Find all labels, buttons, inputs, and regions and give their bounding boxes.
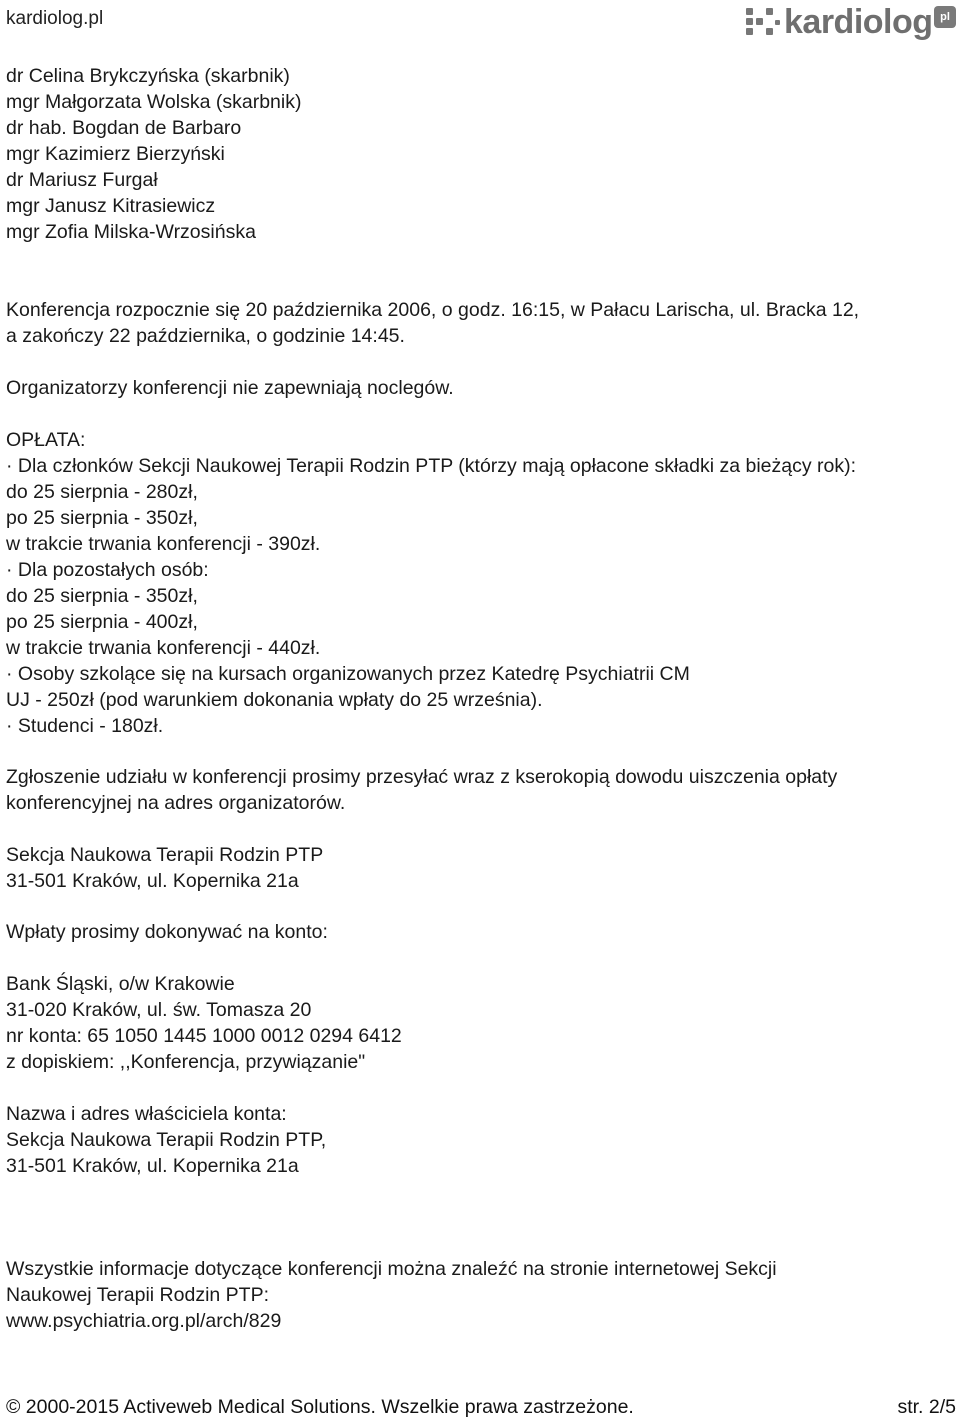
fee-line: · Osoby szkolące się na kursach organizowanych przez Katedrę Psychiatrii CM: [6, 663, 690, 685]
account-owner: [6, 1101, 326, 1179]
page-number: str. 2/5: [897, 1396, 956, 1418]
fees-section: [6, 427, 856, 739]
member-line: mgr Kazimierz Bierzyński: [6, 143, 225, 165]
fee-line: po 25 sierpnia - 350zł,: [6, 507, 198, 529]
fee-line: do 25 sierpnia - 350zł,: [6, 585, 198, 607]
conference-dates: [6, 297, 859, 349]
registration-note: [6, 764, 837, 816]
payment-intro: [6, 919, 328, 945]
fee-line: po 25 sierpnia - 400zł,: [6, 611, 198, 633]
logo-badge: pl: [934, 6, 956, 28]
owner-line: 31-501 Kraków, ul. Kopernika 21a: [6, 1155, 299, 1177]
site-name: kardiolog.pl: [6, 8, 104, 29]
no-lodging-note: [6, 375, 454, 401]
bank-line: z dopiskiem: ,,Konferencja, przywiązanie": [6, 1051, 366, 1073]
bank-line: Bank Śląski, o/w Krakowie: [6, 973, 235, 995]
organizer-address: [6, 842, 323, 894]
no-lodging-line: Organizatorzy konferencji nie zapewniają noclegów.: [6, 377, 454, 399]
registration-line: konferencyjnej na adres organizatorów.: [6, 792, 346, 814]
footer-copyright: © 2000-2015 Activeweb Medical Solutions. Wszelkie prawa zastrzeżone.: [6, 1396, 634, 1418]
board-members-list: [6, 63, 301, 245]
kardiolog-logo: [744, 2, 958, 42]
member-line: dr hab. Bogdan de Barbaro: [6, 117, 242, 139]
fee-line: do 25 sierpnia - 280zł,: [6, 481, 198, 503]
payment-intro-line: Wpłaty prosimy dokonywać na konto:: [6, 921, 328, 943]
info-line: Wszystkie informacje dotyczące konferencji można znaleźć na stronie internetowej Sekcji: [6, 1258, 777, 1280]
member-line: dr Celina Brykczyńska (skarbnik): [6, 65, 290, 87]
bank-details: [6, 971, 402, 1075]
member-line: mgr Janusz Kitrasiewicz: [6, 195, 216, 217]
info-url: www.psychiatria.org.pl/arch/829: [6, 1310, 282, 1332]
fees-heading: OPŁATA:: [6, 429, 86, 451]
fee-line: w trakcie trwania konferencji - 390zł.: [6, 533, 321, 555]
member-line: mgr Zofia Milska-Wrzosińska: [6, 221, 256, 243]
registration-line: Zgłoszenie udziału w konferencji prosimy przesyłać wraz z kserokopią dowodu uiszczenia opłaty: [6, 766, 838, 788]
member-line: mgr Małgorzata Wolska (skarbnik): [6, 91, 302, 113]
fee-line: · Studenci - 180zł.: [6, 715, 164, 737]
info-line: Naukowej Terapii Rodzin PTP:: [6, 1284, 270, 1306]
logo-wordmark: kardiolog: [784, 3, 933, 41]
conference-line: Konferencja rozpocznie się 20 października 2006, o godz. 16:15, w Pałacu Larischa, ul. Bracka 12,: [6, 299, 860, 321]
member-line: dr Mariusz Furgał: [6, 169, 158, 191]
address-line: 31-501 Kraków, ul. Kopernika 21a: [6, 870, 299, 892]
dotted-k-icon: [744, 6, 782, 38]
address-line: Sekcja Naukowa Terapii Rodzin PTP: [6, 844, 324, 866]
owner-line: Nazwa i adres właściciela konta:: [6, 1103, 287, 1125]
conference-line: a zakończy 22 października, o godzinie 14:45.: [6, 325, 405, 347]
fee-line: · Dla członków Sekcji Naukowej Terapii Rodzin PTP (którzy mają opłacone składki za bieżący rok):: [6, 455, 857, 477]
fee-line: · Dla pozostałych osób:: [6, 559, 209, 581]
owner-line: Sekcja Naukowa Terapii Rodzin PTP,: [6, 1129, 327, 1151]
fee-line: w trakcie trwania konferencji - 440zł.: [6, 637, 321, 659]
fee-line: UJ - 250zł (pod warunkiem dokonania wpłaty do 25 września).: [6, 689, 543, 711]
bank-line: nr konta: 65 1050 1445 1000 0012 0294 6412: [6, 1025, 402, 1047]
bank-line: 31-020 Kraków, ul. św. Tomasza 20: [6, 999, 312, 1021]
info-section: [6, 1256, 777, 1334]
